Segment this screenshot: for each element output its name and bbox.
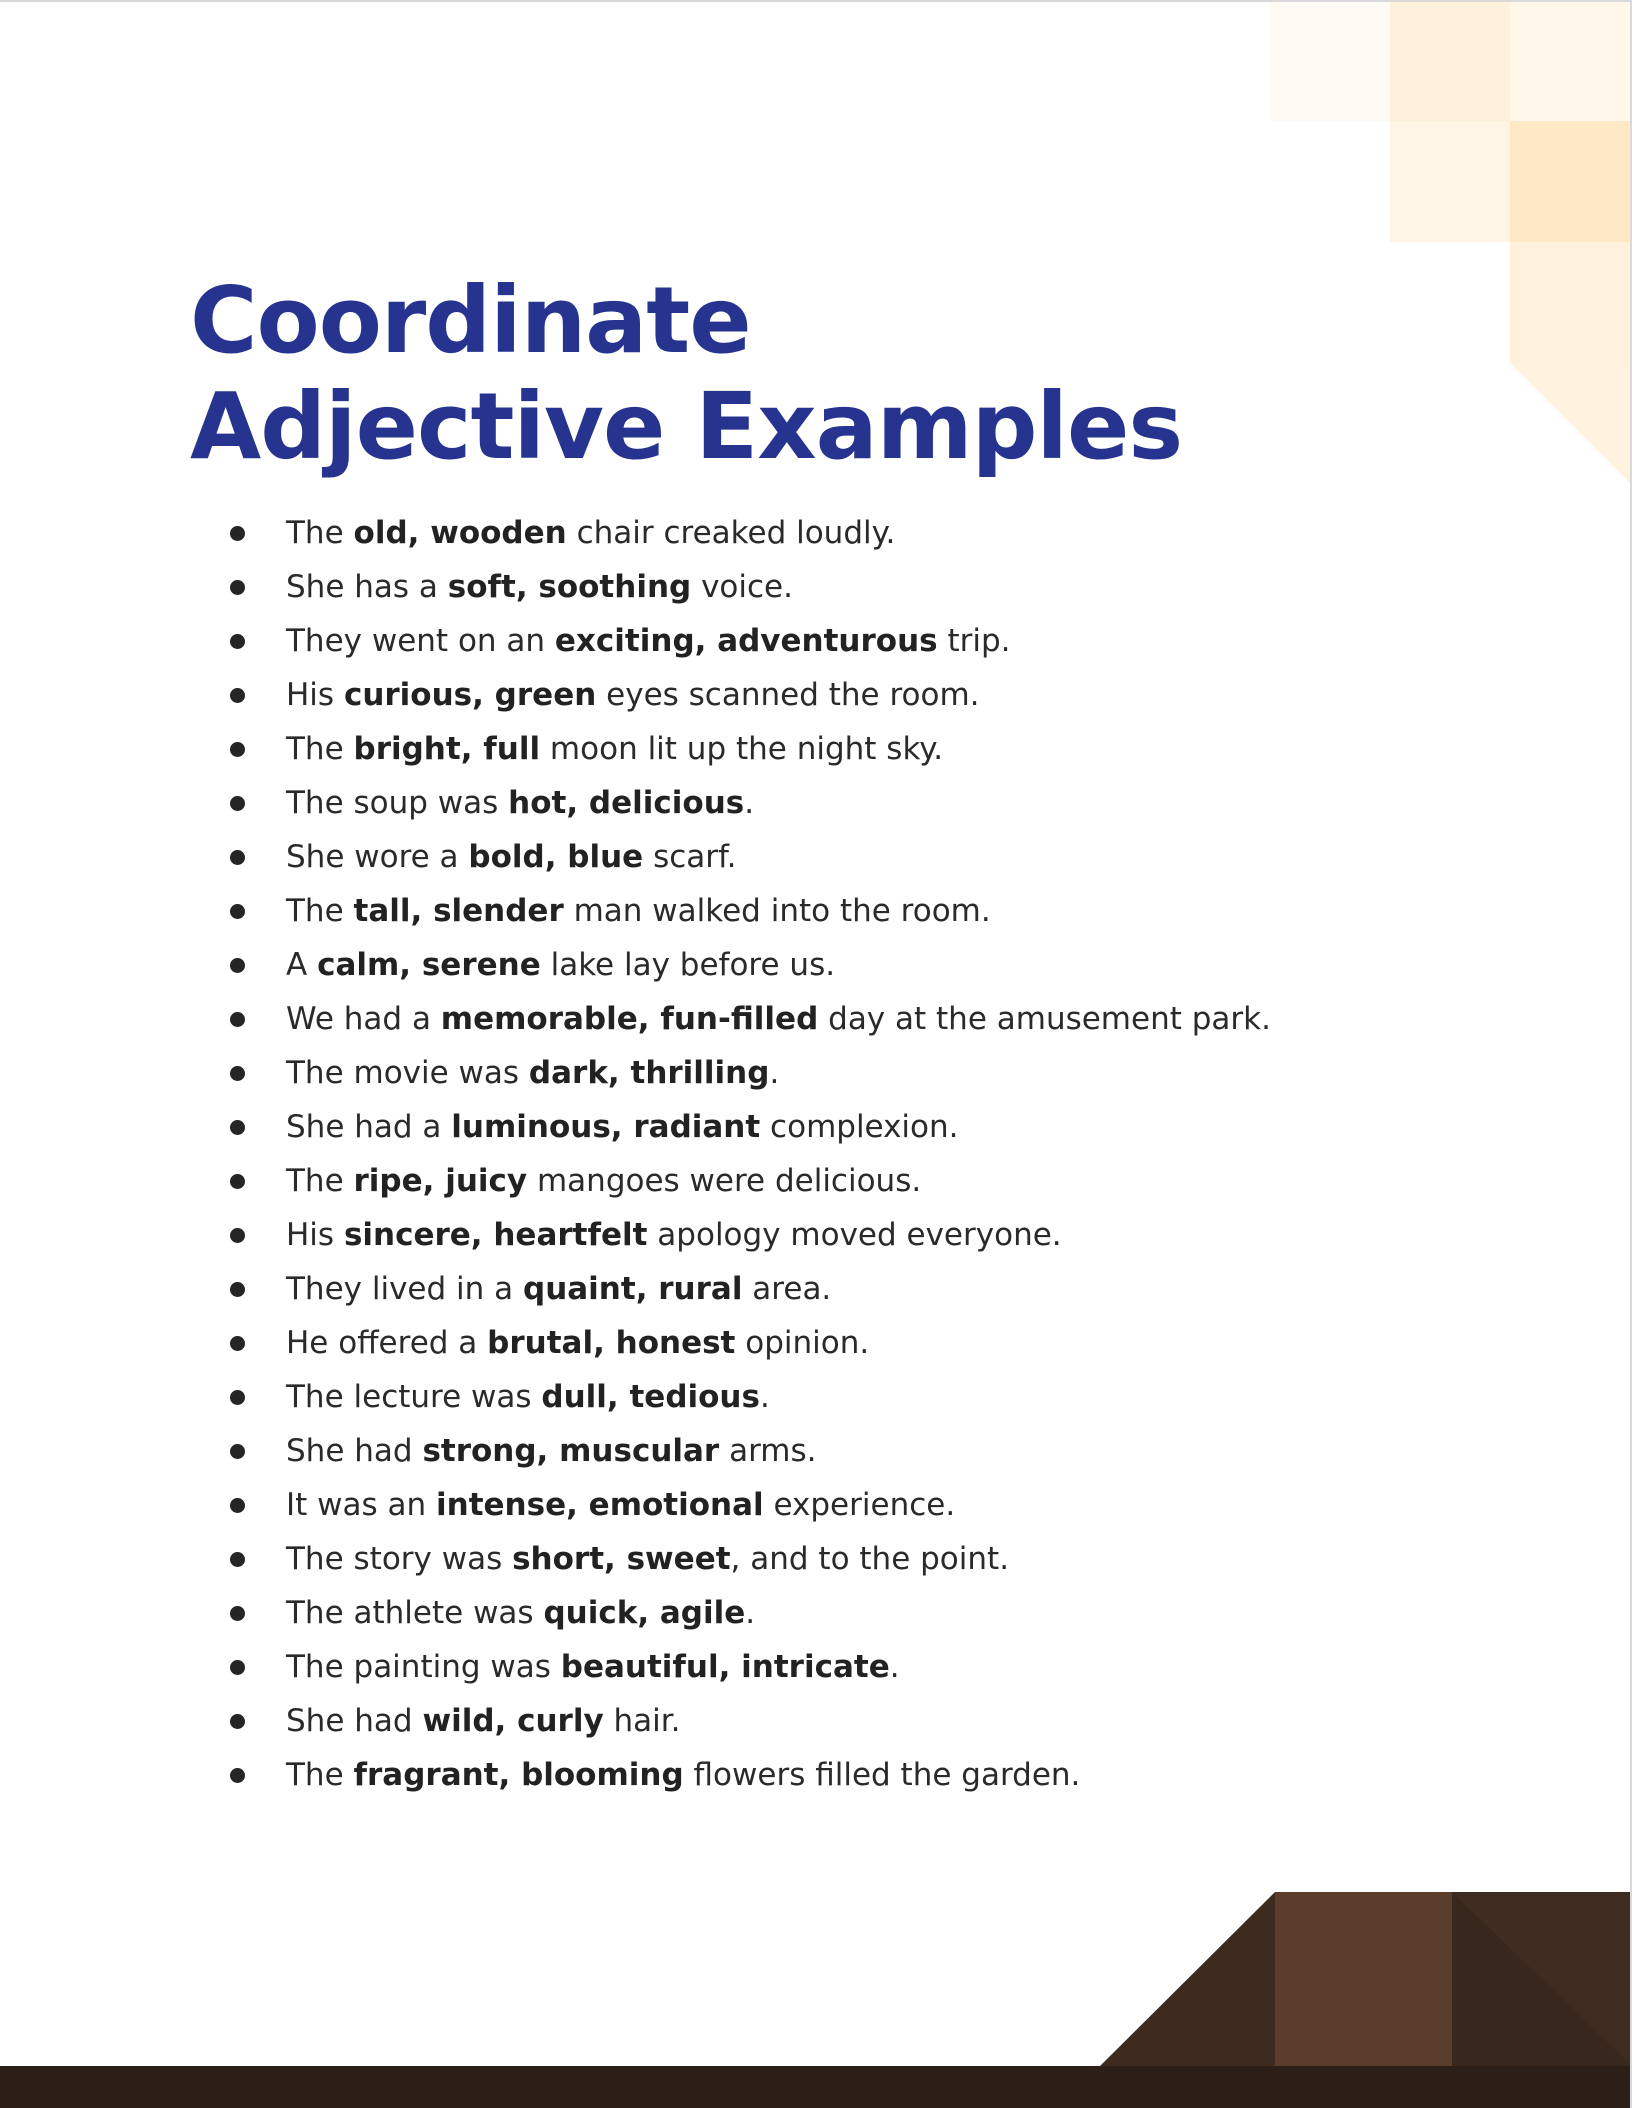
example-sentence [286, 1316, 869, 1370]
bullet-icon [230, 1390, 245, 1405]
example-before-text: The story was [286, 1541, 513, 1577]
example-before-text: We had a [286, 1001, 441, 1037]
example-sentence [286, 776, 754, 830]
example-item [230, 938, 1550, 992]
example-after-text: scarf. [643, 839, 737, 875]
bullet-icon [230, 1228, 245, 1243]
example-before-text: It was an [286, 1487, 437, 1523]
example-after-text: , and to the point. [730, 1541, 1010, 1577]
coordinate-adjectives: exciting, adventurous [554, 623, 938, 659]
example-item [230, 830, 1550, 884]
example-after-text: trip. [937, 623, 1011, 659]
example-after-text: arms. [719, 1433, 817, 1469]
coordinate-adjectives: short, sweet [512, 1541, 731, 1577]
example-before-text: They lived in a [286, 1271, 523, 1307]
peach-tile-5 [1510, 121, 1632, 242]
example-before-text: The painting was [286, 1649, 561, 1685]
bullet-icon [230, 688, 245, 703]
example-item [230, 1694, 1550, 1748]
example-item [230, 1316, 1550, 1370]
coordinate-adjectives: beautiful, intricate [560, 1649, 890, 1685]
page-title [190, 268, 1182, 480]
coordinate-adjectives: luminous, radiant [451, 1109, 761, 1145]
example-item [230, 1100, 1550, 1154]
example-before-text: The [286, 731, 354, 767]
example-item [230, 1640, 1550, 1694]
example-sentence [286, 560, 793, 614]
coordinate-adjectives: dark, thrilling [528, 1055, 770, 1091]
example-after-text: voice. [691, 569, 793, 605]
example-before-text: The [286, 1757, 354, 1793]
example-before-text: A [286, 947, 318, 983]
bullet-icon [230, 742, 245, 757]
example-before-text: The lecture was [286, 1379, 542, 1415]
top-right-peach-pattern [1270, 0, 1632, 485]
coordinate-adjectives: tall, slender [353, 893, 564, 929]
example-item [230, 1370, 1550, 1424]
example-before-text: The [286, 515, 354, 551]
example-item [230, 884, 1550, 938]
coordinate-adjectives: dull, tedious [541, 1379, 760, 1415]
example-list [230, 506, 1550, 1802]
bullet-icon [230, 796, 245, 811]
document-content [190, 267, 1271, 1793]
example-sentence [286, 884, 991, 938]
bullet-icon [230, 1714, 245, 1729]
example-before-text: She wore a [286, 839, 469, 875]
coordinate-adjectives: bright, full [353, 731, 541, 767]
page-title-line-1: Coordinate [190, 267, 751, 374]
example-item [230, 1586, 1550, 1640]
peach-tile-2 [1390, 0, 1510, 121]
example-sentence [286, 722, 943, 776]
example-sentence [286, 1748, 1080, 1802]
example-item [230, 992, 1550, 1046]
example-before-text: She has a [286, 569, 448, 605]
example-item [230, 614, 1550, 668]
page-title-line-2: Adjective Examples [190, 373, 1183, 480]
coordinate-adjectives: old, wooden [353, 515, 567, 551]
coordinate-adjectives: hot, delicious [508, 785, 745, 821]
example-sentence [286, 1424, 817, 1478]
example-sentence [286, 1046, 779, 1100]
example-after-text: hair. [603, 1703, 681, 1739]
peach-tile-1 [1270, 0, 1390, 121]
example-after-text: complexion. [760, 1109, 959, 1145]
bullet-icon [230, 634, 245, 649]
example-sentence [286, 1208, 1062, 1262]
bullet-icon [230, 1066, 245, 1081]
bullet-icon [230, 1660, 245, 1675]
coordinate-adjectives: fragrant, blooming [353, 1757, 684, 1793]
coordinate-adjectives: calm, serene [317, 947, 541, 983]
coordinate-adjectives: quaint, rural [523, 1271, 743, 1307]
brown-tile-center [1275, 1892, 1452, 2066]
example-after-text: opinion. [735, 1325, 870, 1361]
example-sentence [286, 614, 1011, 668]
example-sentence [286, 1478, 955, 1532]
example-before-text: The movie was [286, 1055, 529, 1091]
bullet-icon [230, 1282, 245, 1297]
example-before-text: He offered a [286, 1325, 488, 1361]
bullet-icon [230, 1498, 245, 1513]
example-after-text: experience. [763, 1487, 956, 1523]
example-before-text: She had a [286, 1109, 452, 1145]
example-item [230, 1046, 1550, 1100]
example-after-text: lake lay before us. [540, 947, 836, 983]
bullet-icon [230, 1174, 245, 1189]
coordinate-adjectives: ripe, juicy [353, 1163, 528, 1199]
bullet-icon [230, 580, 245, 595]
bullet-icon [230, 958, 245, 973]
example-after-text: . [744, 785, 755, 821]
example-after-text: chair creaked loudly. [566, 515, 896, 551]
example-after-text: area. [742, 1271, 832, 1307]
coordinate-adjectives: soft, soothing [447, 569, 692, 605]
example-before-text: They went on an [286, 623, 555, 659]
example-after-text: flowers filled the garden. [683, 1757, 1081, 1793]
bullet-icon [230, 1552, 245, 1567]
example-sentence [286, 668, 980, 722]
example-before-text: His [286, 677, 344, 713]
peach-tile-7 [1510, 363, 1632, 485]
example-sentence [286, 1532, 1009, 1586]
example-sentence [286, 506, 895, 560]
example-item [230, 1208, 1550, 1262]
example-sentence [286, 938, 835, 992]
example-after-text: mangoes were delicious. [527, 1163, 922, 1199]
bullet-icon [230, 1606, 245, 1621]
bullet-icon [230, 1336, 245, 1351]
example-item [230, 1748, 1550, 1802]
example-after-text: day at the amusement park. [818, 1001, 1271, 1037]
example-sentence [286, 1100, 959, 1154]
bullet-icon [230, 1768, 245, 1783]
example-item [230, 1532, 1550, 1586]
coordinate-adjectives: sincere, heartfelt [343, 1217, 648, 1253]
example-sentence [286, 1586, 755, 1640]
example-after-text: apology moved everyone. [647, 1217, 1062, 1253]
example-item [230, 776, 1550, 830]
example-item [230, 1262, 1550, 1316]
peach-tile-4 [1390, 121, 1510, 242]
bullet-icon [230, 904, 245, 919]
bullet-icon [230, 1012, 245, 1027]
bottom-right-brown-pattern [1100, 1892, 1632, 2066]
example-item [230, 722, 1550, 776]
example-after-text: . [745, 1595, 756, 1631]
bullet-icon [230, 526, 245, 541]
example-after-text: moon lit up the night sky. [540, 731, 944, 767]
coordinate-adjectives: memorable, fun-filled [440, 1001, 819, 1037]
example-before-text: His [286, 1217, 344, 1253]
coordinate-adjectives: bold, blue [468, 839, 644, 875]
example-after-text: . [769, 1055, 780, 1091]
bullet-icon [230, 850, 245, 865]
example-item [230, 506, 1550, 560]
coordinate-adjectives: wild, curly [422, 1703, 604, 1739]
example-after-text: man walked into the room. [563, 893, 991, 929]
example-before-text: The [286, 1163, 354, 1199]
bullet-icon [230, 1444, 245, 1459]
example-after-text: . [889, 1649, 900, 1685]
example-sentence [286, 1640, 900, 1694]
example-before-text: The soup was [286, 785, 509, 821]
footer-band [0, 2066, 1632, 2108]
coordinate-adjectives: intense, emotional [436, 1487, 764, 1523]
example-sentence [286, 992, 1271, 1046]
example-before-text: She had [286, 1703, 423, 1739]
bullet-icon [230, 1120, 245, 1135]
example-sentence [286, 830, 737, 884]
coordinate-adjectives: brutal, honest [487, 1325, 736, 1361]
example-item [230, 560, 1550, 614]
coordinate-adjectives: curious, green [343, 677, 597, 713]
example-item [230, 668, 1550, 722]
peach-tile-6 [1510, 242, 1632, 363]
example-sentence [286, 1154, 921, 1208]
example-sentence [286, 1262, 831, 1316]
example-item [230, 1424, 1550, 1478]
example-item [230, 1154, 1550, 1208]
example-sentence [286, 1694, 681, 1748]
peach-tile-3 [1510, 0, 1632, 121]
example-before-text: The athlete was [286, 1595, 544, 1631]
example-before-text: The [286, 893, 354, 929]
example-after-text: . [759, 1379, 770, 1415]
example-item [230, 1478, 1550, 1532]
example-before-text: She had [286, 1433, 423, 1469]
brown-left-triangle [1100, 1892, 1275, 2066]
example-sentence [286, 1370, 770, 1424]
example-after-text: eyes scanned the room. [596, 677, 980, 713]
coordinate-adjectives: strong, muscular [422, 1433, 720, 1469]
coordinate-adjectives: quick, agile [543, 1595, 746, 1631]
